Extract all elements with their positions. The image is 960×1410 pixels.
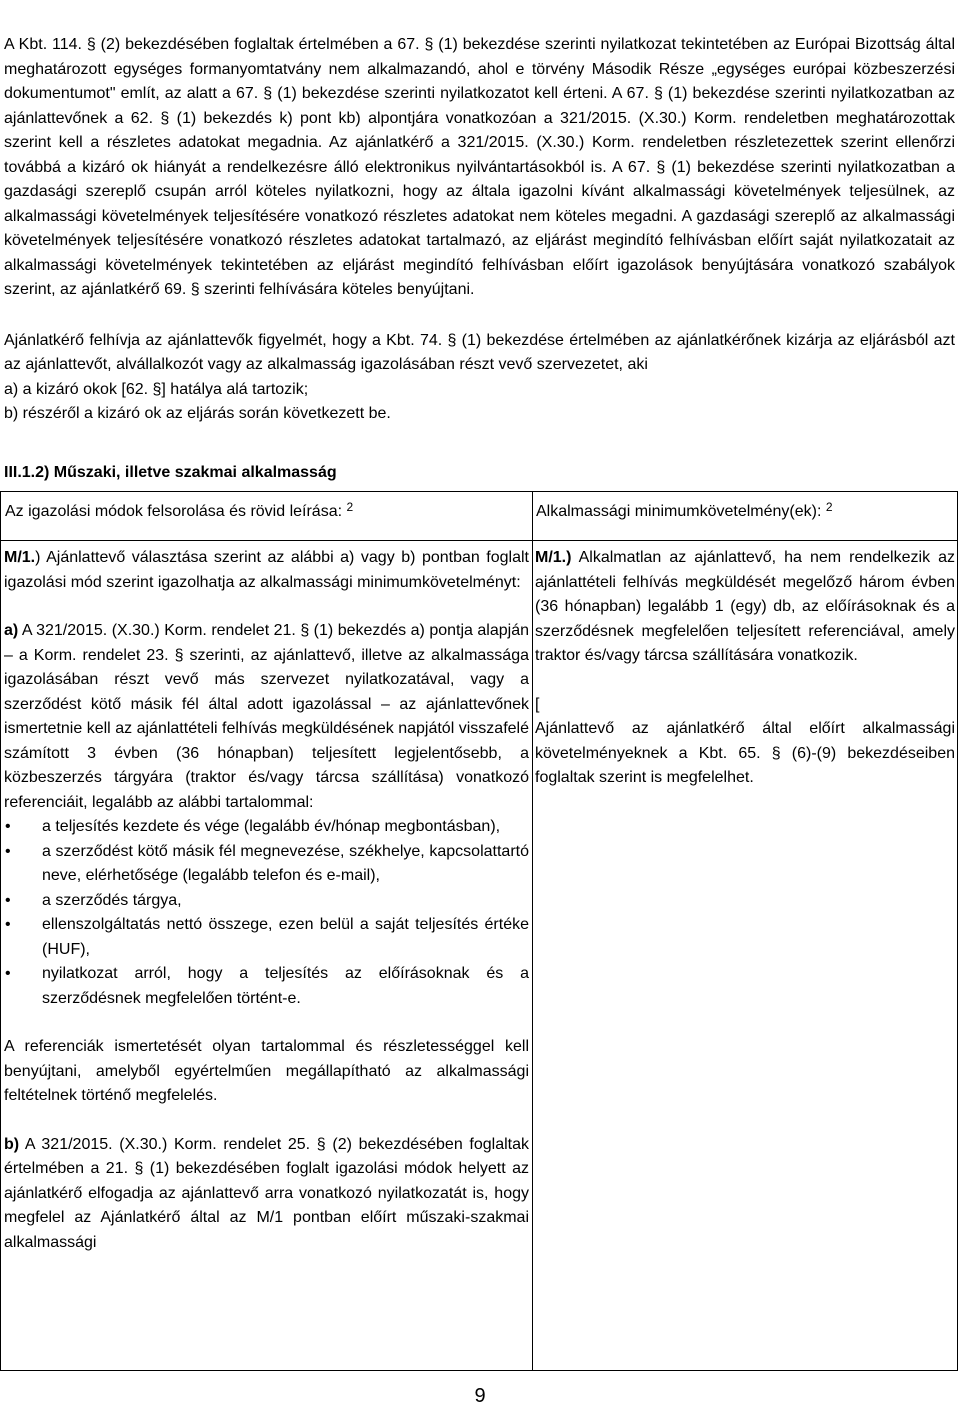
option-a: a) A 321/2015. (X.30.) Korm. rendelet 21. § (1) bekezdés a) pontja alapján – a Korm. rendelet 23. § szerinti, az ajánlattevő, illetve az alkalmassága igazolásában részt vevő más szervezet nyilatkozatával, vagy a szerződést kötő másik fél által adott igazolással – az ajánlattevőnek ismertetnie kell az ajánlattételi felhívás megküldésének napjától visszafelé számított 3 évben (36 hónapban) teljesített legjelentősebb, a közbeszerzés tárgyára (traktor és/vagy tárcsa szállítása) vonatkozó referenciáit, legalább az alábbi tartalommal:	[4, 622, 529, 811]
list-item: • a szerződés tárgya,	[4, 889, 529, 914]
list-item: • a szerződést kötő másik fél megnevezése, székhelye, kapcsolattartó neve, elérhetősége (legalább telefon és e-mail),	[4, 840, 529, 889]
reference-requirements: A referenciák ismertetését olyan tartalommal és részletességgel kell benyújtani, amelyből egyértelműen megállapítható az alkalmassági feltételnek történő megfelelés.	[4, 1038, 529, 1104]
column-divider	[532, 492, 533, 1370]
section-title: III.1.2) Műszaki, illetve szakmai alkalmasság	[4, 464, 337, 481]
exclusion-item-a: a) a kizáró okok [62. §] hatálya alá tartozik;	[4, 380, 309, 398]
left-column-body	[4, 546, 529, 1255]
exclusion-paragraph: Ajánlatkérő felhívja az ajánlattevők figyelmét, hogy a Kbt. 74. § (1) bekezdése értelmében az ajánlatkérőnek kizárja az eljárásból azt az ajánlattevőt, alvállalkozót vagy az alkalmasság igazolásában részt vevő szervezetet, aki	[4, 331, 955, 373]
m1-method-intro: M/1.) Ajánlattevő választása szerint az alábbi a) vagy b) pontban foglalt igazolási mód szerint igazolhatja az alkalmassági minimumkövetelményt:	[4, 549, 529, 591]
intro-paragraph: A Kbt. 114. § (2) bekezdésében foglaltak értelmében a 67. § (1) bekezdése szerinti nyilatkozat tekintetében az Európai Bizottság által meghatározott egységes formanyomtatvány nem alkalmazandó, ahol e törvény Második Része „egységes európai közbeszerzési dokumentumot" említ, az alatt a 67. § (1) bekezdése szerinti nyilatkozatot kell érteni. A 67. § (1) bekezdése szerinti nyilatkozatban az ajánlattevőnek a 62. § (1) bekezdés k) pont kb) alpontjára vonatkozóan a 321/2015. (X.30.) Korm. rendeletben meghatározottak szerint kell a részletes adatokat megadnia. Az ajánlatkérő a 321/2015. (X.30.) Korm. rendeletben részletezettek szerint ellenőrzi továbbá a kizáró ok hiányát a rendelkezésre álló elektronikus nyilvántartásokból is. A 67. § (1) bekezdése szerinti nyilatkozatban a gazdasági szereplő csupán arról köteles nyilatkozni, hogy az általa igazolni kívánt alkalmassági követelmények teljesülnek, az alkalmassági követelmények teljesítésére vonatkozó részletes adatokat nem köteles megadni. A gazdasági szereplő az alkalmassági követelmények teljesítésére vonatkozó részletes adatokat tartalmazó, az eljárást megindító felhívásban előírt saját nyilatkozatait az alkalmassági követelmények tekintetében az eljárást megindító felhívásban előírt igazolások benyújtására vonatkozó szabályok szerint, az ajánlatkérő 69. § szerinti felhívására köteles benyújtani.	[4, 36, 955, 298]
option-b: b) A 321/2015. (X.30.) Korm. rendelet 25. § (2) bekezdésében foglaltak értelmében a 21. § (1) bekezdésében foglalt igazolási módok helyett az ajánlatkérő elfogadja az ajánlattevő arra vonatkozó nyilatkozatát is, hogy megfelel az Ajánlatkérő által az M/1 pontban előírt műszaki-szakmai alkalmassági	[4, 1135, 529, 1251]
left-column-header: Az igazolási módok felsorolása és rövid leírása: $^2$	[5, 500, 354, 520]
bracket-marker: [	[535, 695, 540, 713]
right-column-body	[535, 546, 955, 791]
intro-section	[4, 33, 955, 427]
header-divider	[1, 540, 957, 541]
right-column-header: Alkalmassági minimumkövetelmény(ek): $^2$	[536, 500, 833, 520]
exclusion-item-b: b) részéről a kizáró ok az eljárás során következett be.	[4, 405, 391, 422]
list-item: • a teljesítés kezdete és vége (legalább év/hónap megbontásban),	[4, 815, 529, 840]
reference-content-list	[4, 815, 529, 1011]
m1-minimum-requirement: M/1.) Alkalmatlan az ajánlattevő, ha nem rendelkezik az ajánlattételi felhívás megküldését megelőző három évben (36 hónapban) legalább 1 (egy) db, az előírásoknak és a szerződésnek megfelelően teljesített referenciával, amely traktor és/vagy tárcsa szállítására vonatkozik.	[535, 549, 955, 664]
list-item: • nyilatkozat arról, hogy a teljesítés az előírásoknak és a szerződésnek megfelelően történt-e.	[4, 962, 529, 1011]
compliance-statement: Ajánlattevő az ajánlatkérő által előírt alkalmassági követelményeknek a Kbt. 65. § (6)-(9) bekezdéseiben foglaltak szerint is megfelelhet.	[535, 720, 955, 786]
page-number: 9	[474, 1385, 486, 1407]
list-item: • ellenszolgáltatás nettó összege, ezen belül a saját teljesítés értéke (HUF),	[4, 913, 529, 962]
